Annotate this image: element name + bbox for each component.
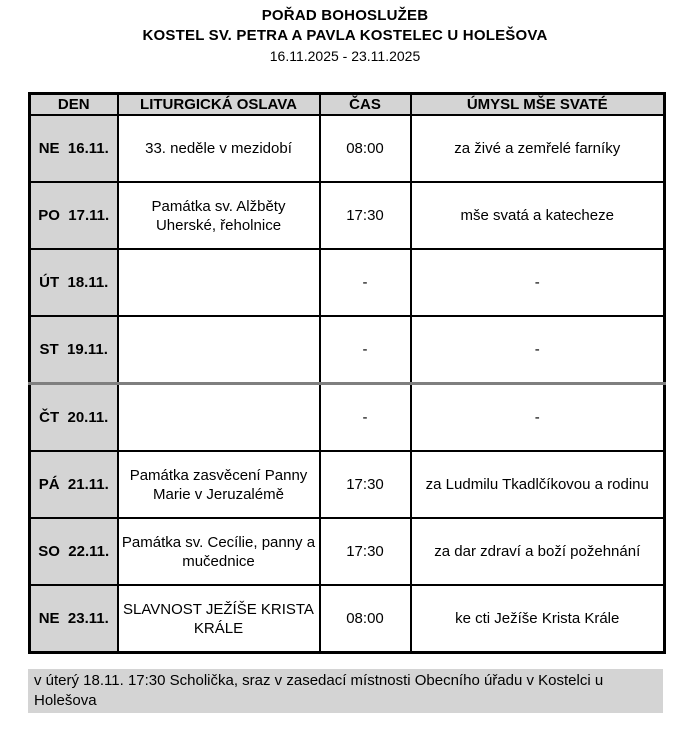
intention-cell: mše svatá a katecheze: [411, 182, 665, 249]
day-cell: ST 19.11.: [30, 316, 118, 384]
column-header-intention: ÚMYSL MŠE SVATÉ: [411, 94, 665, 116]
day-cell: ČT 20.11.: [30, 384, 118, 452]
table-row: [30, 316, 665, 384]
celebration-cell: Památka sv. Alžběty Uherské, řeholnice: [118, 182, 320, 249]
intention-cell: -: [411, 316, 665, 384]
time-cell: -: [320, 249, 411, 316]
column-header-celebration: LITURGICKÁ OSLAVA: [118, 94, 320, 116]
day-cell: PO 17.11.: [30, 182, 118, 249]
intention-cell: za Ludmilu Tkadlčíkovou a rodinu: [411, 451, 665, 518]
table-row: [30, 182, 665, 249]
time-cell: -: [320, 384, 411, 452]
celebration-cell: [118, 249, 320, 316]
time-cell: 08:00: [320, 585, 411, 653]
table-row: [30, 518, 665, 585]
time-cell: 17:30: [320, 518, 411, 585]
table-row: [30, 585, 665, 653]
intention-cell: za živé a zemřelé farníky: [411, 115, 665, 182]
celebration-cell: 33. neděle v mezidobí: [118, 115, 320, 182]
celebration-cell: Památka zasvěcení Panny Marie v Jeruzalémě: [118, 451, 320, 518]
day-cell: NE 16.11.: [30, 115, 118, 182]
intention-cell: -: [411, 249, 665, 316]
column-header-day: DEN: [30, 94, 118, 116]
time-cell: 17:30: [320, 451, 411, 518]
table-row: [30, 249, 665, 316]
celebration-cell: [118, 316, 320, 384]
time-cell: 17:30: [320, 182, 411, 249]
schedule-table: [28, 92, 666, 654]
table-row: [30, 384, 665, 452]
day-cell: NE 23.11.: [30, 585, 118, 653]
page-title: POŘAD BOHOSLUŽEB: [261, 7, 429, 24]
celebration-cell: [118, 384, 320, 452]
celebration-cell: Památka sv. Cecílie, panny a mučednice: [118, 518, 320, 585]
day-cell: ÚT 18.11.: [30, 249, 118, 316]
table-row: [30, 451, 665, 518]
day-cell: SO 22.11.: [30, 518, 118, 585]
day-cell: PÁ 21.11.: [30, 451, 118, 518]
table-row: [30, 115, 665, 182]
celebration-cell: SLAVNOST JEŽÍŠE KRISTA KRÁLE: [118, 585, 320, 653]
intention-cell: -: [411, 384, 665, 452]
document-header: [0, 0, 690, 66]
time-cell: 08:00: [320, 115, 411, 182]
date-range: 16.11.2025 - 23.11.2025: [269, 48, 421, 64]
intention-cell: ke cti Ježíše Krista Krále: [411, 585, 665, 653]
page-subtitle: KOSTEL SV. PETRA A PAVLA KOSTELEC U HOLEŠOVA: [142, 27, 548, 44]
time-cell: -: [320, 316, 411, 384]
table-header-row: [30, 94, 665, 116]
intention-cell: za dar zdraví a boží požehnání: [411, 518, 665, 585]
footer-note: v úterý 18.11. 17:30 Scholička, sraz v zasedací místnosti Obecního úřadu v Kostelci u Holešova: [28, 669, 663, 713]
column-header-time: ČAS: [320, 94, 411, 116]
